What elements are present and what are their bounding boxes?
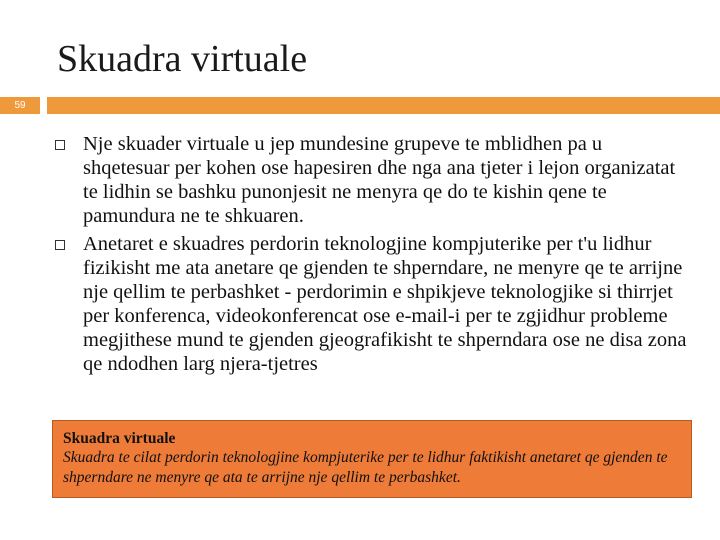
bullet-item	[52, 232, 692, 376]
definition-callout	[52, 420, 692, 498]
bullet-text: Nje skuader virtuale u jep mundesine grupeve te mblidhen pa u shqetesuar per kohen ose hapesiren dhe nga ana tjeter i lejon organizatat te lidhin se bashku punonjesit ne menyra qe do te kishin qene te pamundura ne te shkuaren.	[83, 133, 676, 227]
square-bullet-icon	[55, 140, 65, 150]
square-bullet-icon	[55, 240, 65, 250]
bullet-item	[52, 132, 692, 228]
slide-number: 59	[14, 100, 26, 111]
bullet-list	[52, 132, 692, 380]
slide-title: Skuadra virtuale	[57, 38, 308, 80]
callout-title: Skuadra virtuale	[63, 430, 176, 447]
title-divider-bar	[47, 97, 720, 114]
callout-text: Skuadra te cilat perdorin teknologjine kompjuterike per te lidhur faktikisht anetaret qe gjenden te shperndare ne menyre qe ata te arrijne nje qellim te perbashket.	[63, 449, 668, 486]
bullet-text: Anetaret e skuadres perdorin teknologjine kompjuterike per t'u lidhur fizikisht me ata anetare qe gjenden te shperndare, ne menyre qe te arrijne nje qellim te perbashket - perdorimin e shpikjeve teknologjike si thirrjet per konferenca, videokonferencat ose e-mail-i per te zgjidhur probleme megjithese mund te gjenden gjeografikisht te shperndara ose ne disa zona qe ndodhen larg njera-tjetres	[83, 233, 687, 375]
